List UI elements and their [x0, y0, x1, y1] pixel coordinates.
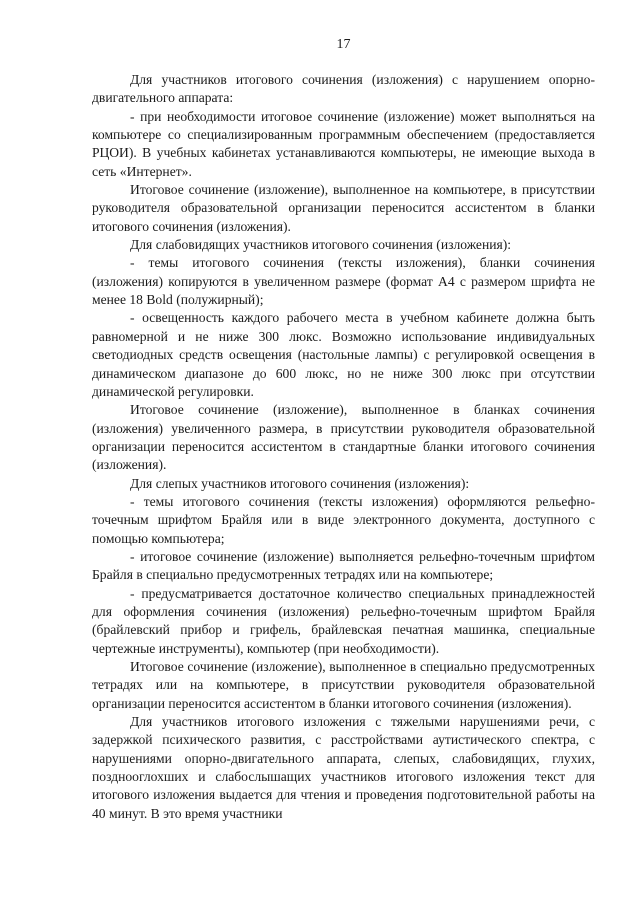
paragraph-blind-intro: Для слепых участников итогового сочинения (изложения): [130, 475, 470, 491]
page-number: 17 [336, 37, 351, 52]
paragraph-speech-impairment: Для участников итогового изложения с тяжелыми нарушениями речи, с задержкой психического развития, с расстройствами аутистического спектра, с нарушениями опорно-двигательного аппарата, слепых, слабовидящих, глухих, позднооглохших и слабослышащих участников итогового изложения текст для итогового изложения выдается для чтения и проведения подготовительной работы на 40 минут. В это время участники [92, 714, 595, 821]
paragraph-motor-impairment-intro: Для участников итогового сочинения (изложения) с нарушением опорно-двигательного аппарата: [92, 72, 595, 106]
paragraph-braille-topics: - темы итогового сочинения (тексты изложения) оформляются рельефно-точечным шрифтом Брайля или в виде электронного документа, доступного с помощью компьютера; [92, 493, 595, 546]
paragraph-braille-transfer: Итоговое сочинение (изложение), выполненное в специально предусмотренных тетрадях или на компьютере, в присутствии руководителя образовательной организации переносится ассистентом в бланки итогового сочинения (изложения). [92, 659, 595, 711]
paragraph-lighting: - освещенность каждого рабочего места в учебном кабинете должна быть равномерной и не ниже 300 люкс. Возможно использование индивидуальных светодиодных средств освещения (настольные лампы) с регулировкой освещения в динамическом диапазоне до 600 люкс, но не ниже 300 люкс при отсутствии динамической регулировки. [92, 310, 595, 399]
paragraph-braille-supplies: - предусматривается достаточное количество специальных принадлежностей для оформления сочинения (изложения) рельефно-точечным шрифтом Брайля (брайлевский прибор и грифель, брайлевская печатная машинка, специальные чертежные инструменты), компьютер (при необходимости). [92, 585, 595, 656]
paragraph-enlarged-copies: - темы итогового сочинения (тексты изложения), бланки сочинения (изложения) копируются в увеличенном размере (формат А4 с размером шрифта не менее 18 Bold (полужирный); [92, 255, 595, 308]
paragraph-transfer-to-forms: Итоговое сочинение (изложение), выполненное на компьютере, в присутствии руководителя образовательной организации переносится ассистентом в бланки итогового сочинения (изложения). [92, 182, 595, 234]
paragraph-braille-writing: - итоговое сочинение (изложение) выполняется рельефно-точечным шрифтом Брайля в специально предусмотренных тетрадях или на компьютере; [92, 548, 595, 583]
paragraph-computer-use: - при необходимости итоговое сочинение (изложение) может выполняться на компьютере со специализированным программным обеспечением (предоставляется РЦОИ). В учебных кабинетах устанавливаются компьютеры, не имеющие выхода в сеть «Интернет». [92, 108, 595, 179]
paragraph-enlarged-forms-transfer: Итоговое сочинение (изложение), выполненное в бланках сочинения (изложения) увеличенного размера, в присутствии руководителя образовательной организации переносится ассистентом в стандартные бланки итогового сочинения (изложения). [92, 402, 595, 473]
paragraph-low-vision-intro: Для слабовидящих участников итогового сочинения (изложения): [130, 237, 512, 253]
